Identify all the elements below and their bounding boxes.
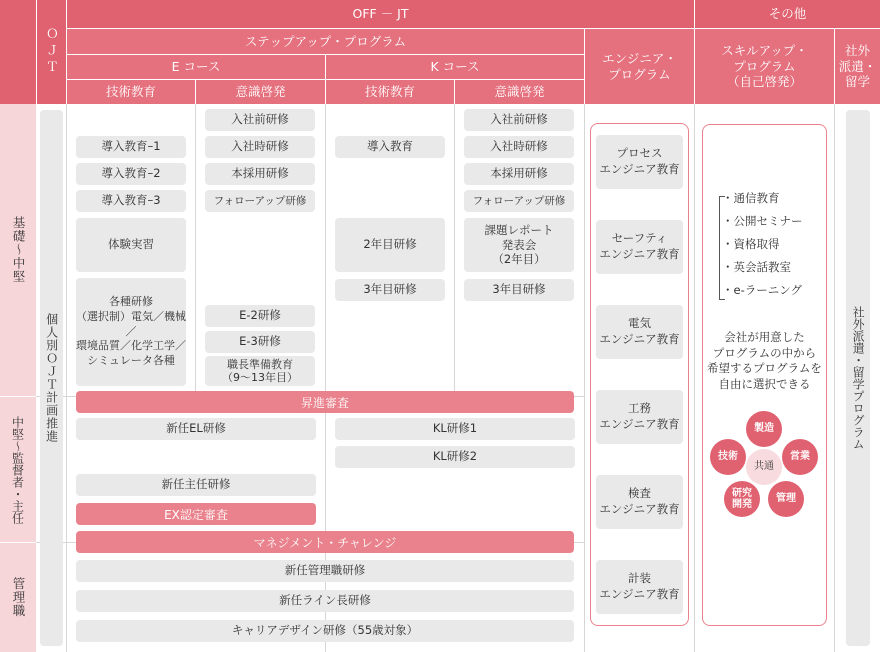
engineer-item: プロセス エンジニア教育 <box>596 135 683 189</box>
k-aware-item: フォローアップ研修 <box>464 190 574 212</box>
e-tech-item: 導入教育–1 <box>76 136 186 158</box>
e-tech-item: 各種研修 （選択制）電気／機械／ 環境品質／化学工学／ シミュレータ各種 <box>76 278 186 386</box>
e-aware-header: 意識啓発 <box>196 80 325 104</box>
ojt-header: ＯＪＴ <box>37 0 66 104</box>
circle-rnd: 研究 開発 <box>724 481 760 517</box>
e-aware-item: フォローアップ研修 <box>205 190 315 212</box>
e-aware-item: 職長準備教育 （9～13年目） <box>205 356 315 386</box>
level-mid-label: 中堅～監督者・主任 <box>10 415 25 524</box>
grid-line <box>584 104 585 652</box>
ojt-column-box: 個人別ＯＪＴ計画推進 <box>40 110 63 646</box>
skillup-description: 会社が用意した プログラムの中から 希望するプログラムを 自由に選択できる <box>707 330 822 391</box>
grid-line <box>66 104 67 652</box>
stepup-header: ステップアップ・プログラム <box>67 29 584 54</box>
e-aware-item: 入社前研修 <box>205 109 315 131</box>
skillup-list-item: ・資格取得 <box>722 237 780 251</box>
mgmt-item: 新任管理職研修 <box>76 560 574 582</box>
engineer-header: エンジニア・ プログラム <box>585 29 694 104</box>
overseas-header: 社外 派遣・ 留学 <box>835 29 880 104</box>
skillup-list-item: ・公開セミナー <box>722 214 803 228</box>
circle-management: 管理 <box>768 481 804 517</box>
new-el-training: 新任EL研修 <box>76 418 316 440</box>
k-tech-item: 導入教育 <box>335 136 445 158</box>
management-challenge-bar: マネジメント・チャレンジ <box>76 531 574 553</box>
grid-line <box>454 104 455 391</box>
engineer-item: 電気 エンジニア教育 <box>596 305 683 359</box>
level-mid-cell <box>0 397 36 542</box>
e-course-header: E コース <box>67 55 325 79</box>
engineer-item: 工務 エンジニア教育 <box>596 390 683 444</box>
circle-sales: 営業 <box>782 439 818 475</box>
circle-manufacturing: 製造 <box>746 411 782 447</box>
k-tech-header: 技術教育 <box>326 80 454 104</box>
department-diagram <box>702 405 827 520</box>
overseas-column-box: 社外派遣・留学プログラム <box>846 110 870 646</box>
k-aware-item: 課題レポート 発表会 （2年目） <box>464 218 574 272</box>
level-basic-label: 基礎～中堅 <box>11 216 26 284</box>
grid-line <box>834 104 835 652</box>
e-tech-item: 体験実習 <box>76 218 186 272</box>
engineer-program-frame <box>590 123 689 626</box>
engineer-item: セーフティ エンジニア教育 <box>596 220 683 274</box>
circle-common: 共通 <box>746 449 782 485</box>
grid-line <box>694 104 695 652</box>
skillup-list-item: ・英会話教室 <box>722 260 791 274</box>
promotion-review-bar: 昇進審査 <box>76 391 574 413</box>
level-header-blank <box>0 0 36 104</box>
level-mgmt-label: 管理職 <box>11 577 26 618</box>
e-aware-item: E-2研修 <box>205 305 315 327</box>
skillup-list-item: ・通信教育 <box>722 191 780 205</box>
grid-line <box>195 104 196 391</box>
level-basic-cell <box>0 104 36 396</box>
skillup-list <box>722 187 822 302</box>
level-mgmt-cell <box>0 543 36 652</box>
e-aware-item: E-3研修 <box>205 331 315 353</box>
engineer-item: 検査 エンジニア教育 <box>596 475 683 529</box>
k-aware-header: 意識啓発 <box>455 80 584 104</box>
offjt-header: OFF － JT <box>67 0 694 28</box>
k-aware-item: 入社時研修 <box>464 136 574 158</box>
new-chief-training: 新任主任研修 <box>76 474 316 496</box>
e-aware-item: 本採用研修 <box>205 163 315 185</box>
k-tech-item: 2年目研修 <box>335 218 445 272</box>
k-tech-item: 3年目研修 <box>335 279 445 301</box>
skillup-list-item: ・e-ラーニング <box>722 283 802 297</box>
e-tech-header: 技術教育 <box>67 80 195 104</box>
kl-training-1: KL研修1 <box>335 418 575 440</box>
k-aware-item: 入社前研修 <box>464 109 574 131</box>
k-aware-item: 3年目研修 <box>464 279 574 301</box>
mgmt-item: 新任ライン長研修 <box>76 590 574 612</box>
circle-technology: 技術 <box>710 439 746 475</box>
other-header: その他 <box>695 0 880 28</box>
kl-training-2: KL研修2 <box>335 446 575 468</box>
e-aware-item: 入社時研修 <box>205 136 315 158</box>
skillup-header: スキルアップ・ プログラム （自己啓発） <box>695 29 834 104</box>
e-tech-item: 導入教育–2 <box>76 163 186 185</box>
engineer-item: 計装 エンジニア教育 <box>596 560 683 614</box>
mgmt-item: キャリアデザイン研修（55歳対象） <box>76 620 574 642</box>
k-course-header: K コース <box>326 55 584 79</box>
ex-review-bar: EX認定審査 <box>76 503 316 525</box>
e-tech-item: 導入教育–3 <box>76 190 186 212</box>
k-aware-item: 本採用研修 <box>464 163 574 185</box>
